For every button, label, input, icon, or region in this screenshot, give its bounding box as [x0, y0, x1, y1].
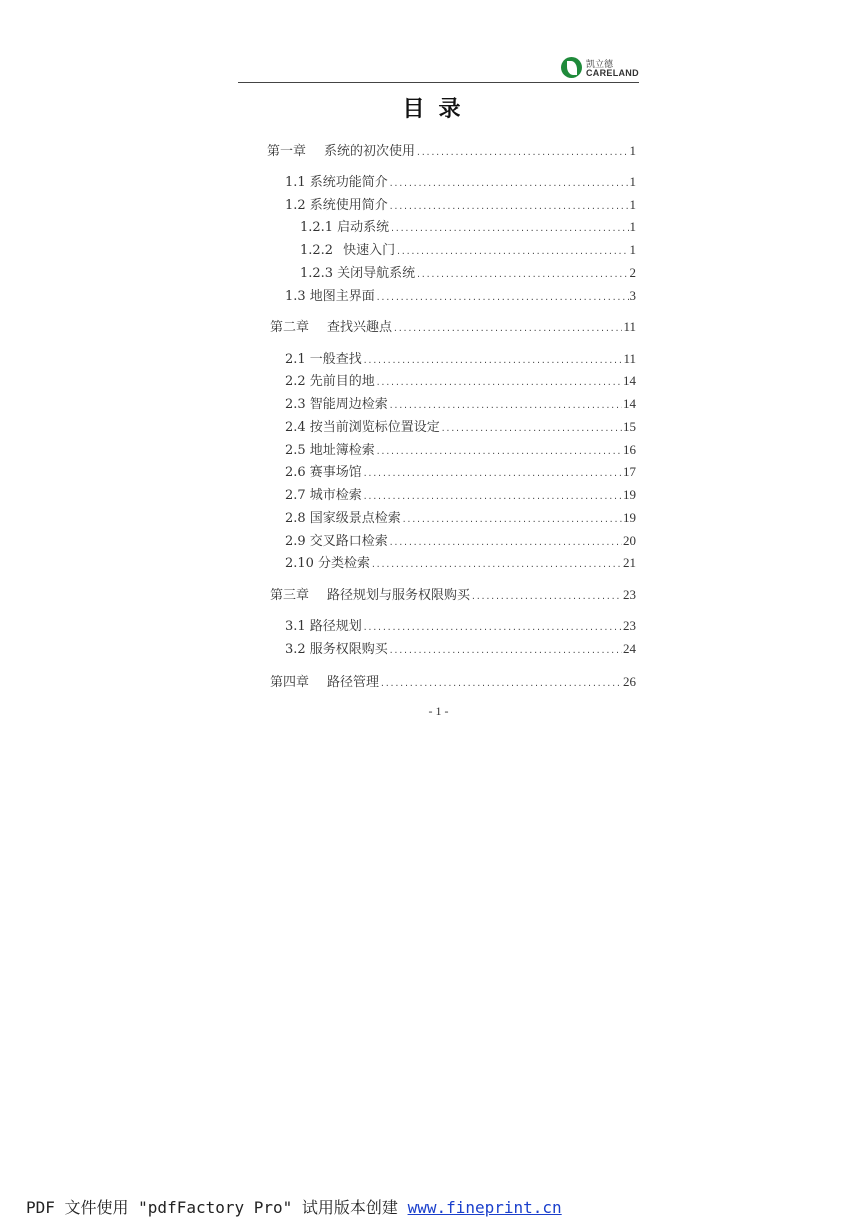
- toc-leader: [376, 443, 622, 461]
- toc-page: 14: [623, 396, 636, 411]
- toc-leader: [389, 534, 622, 552]
- toc-page: 1: [629, 197, 636, 212]
- toc-title: 关闭导航系统: [337, 266, 416, 281]
- toc-number: 2.2: [285, 374, 306, 389]
- toc-number: 1.2.1: [300, 220, 334, 235]
- toc-page: 11: [623, 319, 636, 334]
- toc-title: 赛事场馆: [309, 465, 362, 480]
- toc-title: 交叉路口检索: [309, 534, 388, 549]
- toc-section-3-1[interactable]: [285, 617, 636, 635]
- toc-page: 16: [623, 442, 636, 457]
- toc-title: 地址簿检索: [309, 443, 375, 458]
- toc-title: 启动系统: [337, 220, 390, 235]
- toc-number: 1.2.3: [300, 266, 334, 281]
- toc-page: 2: [629, 265, 636, 280]
- toc-leader: [376, 374, 622, 392]
- toc-title: 智能周边检索: [309, 397, 388, 412]
- toc-title: 系统使用简介: [309, 198, 388, 213]
- toc-leader: [390, 220, 628, 238]
- page-number: - 1 -: [428, 704, 449, 718]
- toc-number: 3.1: [285, 619, 306, 634]
- toc-number: 1.1: [285, 175, 306, 190]
- toc-section-1-1[interactable]: [285, 173, 636, 191]
- toc-section-2-10[interactable]: [285, 554, 636, 572]
- toc-chapter-1[interactable]: [267, 142, 636, 160]
- pdf-watermark: [26, 1195, 562, 1218]
- toc-page: 14: [623, 373, 636, 388]
- toc-section-1-2[interactable]: [285, 196, 636, 214]
- toc-title: 系统的初次使用: [324, 144, 416, 159]
- logo-chinese-name: 凯立德: [586, 60, 614, 70]
- toc-number: 2.5: [285, 443, 306, 458]
- toc-leader: [371, 556, 622, 574]
- toc-section-2-3[interactable]: [285, 395, 636, 413]
- toc-leader: [396, 243, 628, 261]
- toc-chapter-4[interactable]: [270, 673, 636, 691]
- toc-title: 一般查找: [309, 352, 362, 367]
- toc-number: 2.8: [285, 511, 306, 526]
- toc-page: 1: [629, 143, 636, 158]
- toc-leader: [389, 642, 622, 660]
- toc-section-2-8[interactable]: [285, 509, 636, 527]
- toc-leader: [363, 465, 622, 483]
- toc-leader: [380, 675, 622, 693]
- toc-leader: [363, 352, 623, 370]
- toc-section-3-2[interactable]: [285, 640, 636, 658]
- toc-page: 20: [623, 533, 636, 548]
- toc-page: 23: [623, 618, 636, 633]
- toc-title: 服务权限购买: [309, 642, 388, 657]
- toc-leader: [363, 488, 622, 506]
- toc-number: 3.2: [285, 642, 306, 657]
- toc-leader: [363, 619, 622, 637]
- toc-title: 系统功能简介: [309, 175, 388, 190]
- toc-section-2-2[interactable]: [285, 372, 636, 390]
- toc-page: 1: [629, 174, 636, 189]
- toc-section-1-2-3[interactable]: [300, 264, 636, 282]
- toc-section-2-4[interactable]: [285, 418, 636, 436]
- toc-leader: [376, 289, 629, 307]
- toc-title: 快速入门: [343, 243, 396, 258]
- toc-leader: [389, 397, 622, 415]
- toc-section-1-2-1[interactable]: [300, 218, 636, 236]
- toc-page: 21: [623, 555, 636, 570]
- toc-title: 查找兴趣点: [327, 320, 393, 335]
- logo-leaf-icon: [561, 57, 582, 78]
- toc-page: 23: [623, 587, 636, 602]
- toc-leader: [393, 320, 622, 338]
- toc-page: 15: [623, 419, 636, 434]
- toc-page: 19: [623, 510, 636, 525]
- header-divider: [238, 82, 639, 83]
- toc-number: 1.2: [285, 198, 306, 213]
- toc-page: 11: [623, 351, 636, 366]
- toc-title: 路径管理: [327, 675, 380, 690]
- toc-title: 先前目的地: [309, 374, 375, 389]
- toc-number: 1.3: [285, 289, 306, 304]
- toc-number: 第四章: [270, 675, 310, 690]
- toc-title: 分类检索: [317, 556, 370, 571]
- toc-title: 路径规划与服务权限购买: [327, 588, 471, 603]
- toc-page: 3: [629, 288, 636, 303]
- toc-chapter-2[interactable]: [270, 318, 636, 336]
- toc-section-2-5[interactable]: [285, 441, 636, 459]
- toc-leader: [416, 144, 628, 162]
- toc-number: 2.7: [285, 488, 306, 503]
- toc-number: 第一章: [267, 144, 307, 159]
- toc-number: 第二章: [270, 320, 310, 335]
- toc-page: 19: [623, 487, 636, 502]
- toc-leader: [416, 266, 628, 284]
- toc-number: 1.2.2: [300, 243, 334, 258]
- toc-leader: [441, 420, 622, 438]
- toc-number: 2.9: [285, 534, 306, 549]
- toc-number: 2.6: [285, 465, 306, 480]
- toc-title: 国家级景点检索: [309, 511, 401, 526]
- toc-leader: [389, 198, 629, 216]
- careland-logo: [561, 56, 641, 80]
- toc-number: 2.10: [285, 556, 314, 571]
- toc-section-2-1[interactable]: [285, 350, 636, 368]
- toc-number: 2.3: [285, 397, 306, 412]
- page-title: 目录: [402, 97, 475, 122]
- toc-title: 路径规划: [309, 619, 362, 634]
- toc-number: 2.4: [285, 420, 306, 435]
- toc-leader: [402, 511, 622, 529]
- toc-page: 26: [623, 674, 636, 689]
- toc-title: 按当前浏览标位置设定: [309, 420, 440, 435]
- toc-chapter-3[interactable]: [270, 586, 636, 604]
- toc-title: 城市检索: [309, 488, 362, 503]
- toc-section-2-6[interactable]: [285, 463, 636, 481]
- watermark-text: PDF 文件使用 "pdfFactory Pro" 试用版本创建: [26, 1198, 408, 1217]
- logo-english-name: CARELAND: [586, 68, 639, 78]
- toc-page: 1: [629, 242, 636, 257]
- toc-page: 24: [623, 641, 636, 656]
- watermark-link[interactable]: www.fineprint.cn: [407, 1198, 562, 1217]
- toc-section-1-2-2[interactable]: [300, 241, 636, 259]
- toc-section-1-3[interactable]: [285, 287, 636, 305]
- toc-number: 2.1: [285, 352, 306, 367]
- toc-section-2-7[interactable]: [285, 486, 636, 504]
- toc-page: 17: [623, 464, 636, 479]
- toc-section-2-9[interactable]: [285, 532, 636, 550]
- toc-leader: [471, 588, 622, 606]
- toc-leader: [389, 175, 629, 193]
- toc-number: 第三章: [270, 588, 310, 603]
- toc-title: 地图主界面: [309, 289, 375, 304]
- toc-page: 1: [629, 219, 636, 234]
